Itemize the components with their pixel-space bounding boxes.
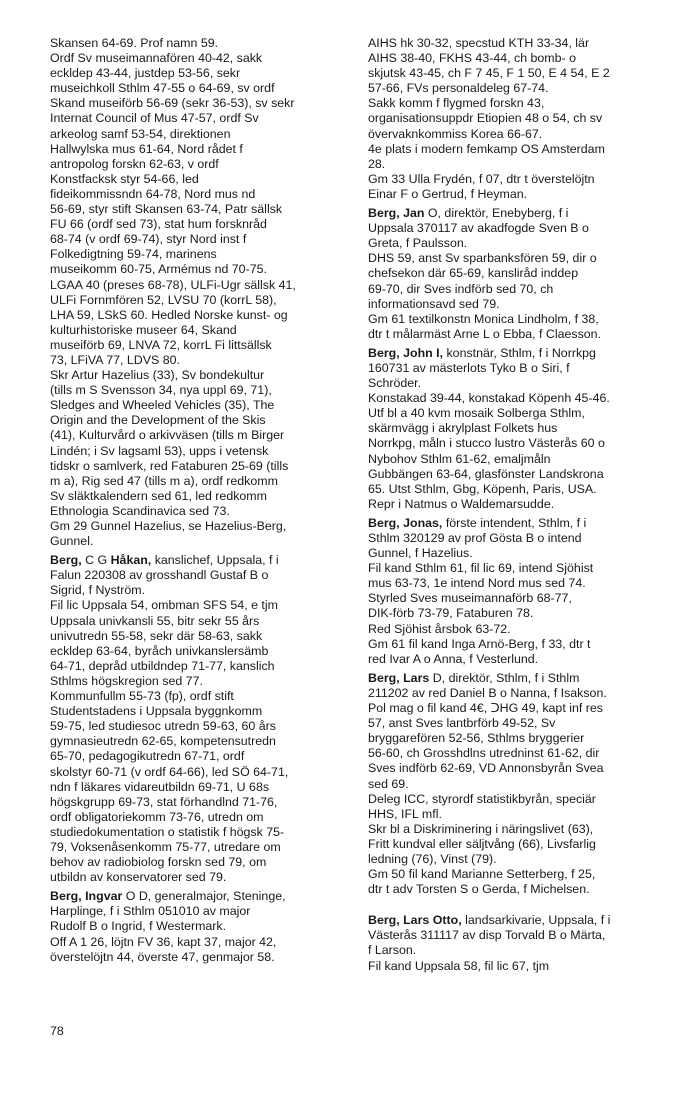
text-line: AIHS 38-40, FKHS 43-44, ch bomb- o — [368, 51, 576, 66]
text-line: Uppsala 370117 av akadfogde Sven B o — [368, 221, 589, 236]
text-line: Sthlms högskregion sed 77. — [50, 673, 203, 688]
text-line: Berg, John I, konstnär, Sthlm, f i Norrkpg — [368, 345, 596, 360]
text-line: Konstakad 39-44, konstakad Köpenh 45-46. — [368, 391, 610, 406]
text-line: Styrled Sves museimannaförb 68-77, — [368, 591, 572, 606]
text-line: red Ivar A o Anna, f Vesterlund. — [368, 651, 539, 666]
text-line: univutredn 55-58, sekr där 58-63, sakk — [50, 628, 263, 643]
text-line: eckldep 43-44, justdep 53-56, sekr — [50, 66, 241, 81]
text-line: Fil kand Uppsala 58, fil lic 67, tjm — [368, 958, 550, 973]
text-line: FU 66 (ordf sed 73), stat hum forsknråd — [50, 217, 267, 232]
text-line: museiförb 69, LNVA 72, korrL Fi littsällsk — [50, 337, 272, 352]
text-line: ledning (76), Vinst (79). — [368, 851, 497, 866]
text-line: gymnasieutredn 62-65, kompetensutredn — [50, 734, 276, 749]
text-line: museichkoll Sthlm 47-55 o 64-69, sv ordf — [50, 81, 275, 96]
text-line: Kommunfullm 55-73 (fp), ordf stift — [50, 689, 234, 704]
text-line: 4e plats i modern femkamp OS Amsterdam — [368, 141, 605, 156]
text-line: Pol mag o fil kand 4€, ᑐHG 49, kapt inf res — [368, 701, 603, 716]
text-line: skärmvägg i akrylplast Folkets hus — [368, 421, 558, 436]
text-line: Fil kand Sthlm 61, fil lic 69, intend Sjöhist — [368, 561, 594, 576]
biography-entry — [368, 516, 668, 667]
text-line: f Larson. — [368, 943, 417, 958]
text-line: LHA 59, LSkS 60. Hedled Norske kunst- og — [50, 307, 288, 322]
biography-entry — [368, 913, 668, 973]
text-line: HHS, IFL mfl. — [368, 806, 442, 821]
text-line: DHS 59, anst Sv sparbanksfören 59, dir o — [368, 251, 597, 266]
text-line: skjutsk 43-45, ch F 7 45, F 1 50, E 4 54, E 2 — [368, 66, 610, 81]
text-line: Gubbängen 63-64, glasfönster Landskrona — [368, 466, 604, 481]
text-line: dtr t adv Torsten S o Gerda, f Michelsen. — [368, 882, 590, 897]
page-number: 78 — [50, 1024, 64, 1038]
text-line: Greta, f Paulsson. — [368, 236, 468, 251]
text-line: Skr bl a Diskriminering i näringslivet (63), — [368, 821, 594, 836]
text-line: museikomm 60-75, Armémus nd 70-75. — [50, 262, 267, 277]
text-line: Ordf Sv museimannafören 40-42, sakk — [50, 51, 263, 66]
text-line: Gm 61 fil kand Inga Arnö-Berg, f 33, dtr t — [368, 636, 591, 651]
text-line: DIK-förb 73-79, Fataburen 78. — [368, 606, 534, 621]
text-line: arkeolog samf 53-54, direktionen — [50, 126, 231, 141]
text-line: Sv släktkalendern sed 61, led redkomm — [50, 488, 267, 503]
text-line: informationsavd sed 79. — [368, 296, 500, 311]
text-line: sed 69. — [368, 776, 409, 791]
text-line: antropolog forskn 62-63, v ordf — [50, 156, 219, 171]
text-line: studiedokumentation o statistik f högsk 75- — [50, 824, 285, 839]
text-line: 73, LFiVA 77, LDVS 80. — [50, 352, 180, 367]
text-line: 56-60, ch Grosshdlns utredninst 61-62, dir — [368, 746, 600, 761]
biography-entry — [50, 553, 356, 885]
text-line: (41), Kulturvård o arkivväsen (tills m Birger — [50, 428, 285, 443]
text-line: chefsekon där 65-69, kanslіråd inddep — [368, 266, 579, 281]
text-line: Sakk komm f flygmed forskn 43, — [368, 96, 545, 111]
text-line: mus 63-73, 1e intend Nord mus sed 74. — [368, 576, 586, 591]
biography-entry — [368, 671, 668, 897]
entry-headword: Berg, John I, — [368, 345, 444, 360]
text-line: Berg, Jan O, direktör, Enebyberg, f i — [368, 206, 569, 221]
text-line: bryggarefören 52-56, Sthlms bryggerier — [368, 731, 585, 746]
biography-entry — [368, 36, 668, 202]
entry-headword: Håkan, — [110, 553, 152, 568]
text-line: Sledges and Wheeled Vehicles (35), The — [50, 398, 275, 413]
text-line: Skansen 64-69. Prof namn 59. — [50, 36, 219, 50]
text-line: Red Sjöhist årsbok 63-72. — [368, 621, 511, 636]
text-line: tidskr o samlverk, red Fataburen 25-69 (tills — [50, 458, 289, 473]
left-column — [50, 36, 356, 965]
text-line: 79, Voksenåsenkomm 75-77, utredare om — [50, 839, 281, 854]
text-line: m a), Rig sed 47 (tills m a), ordf redkomm — [50, 473, 278, 488]
text-line: Studentstadens i Uppsala byggnkomm — [50, 704, 263, 719]
entry-headword: Berg, Ingvar — [50, 889, 123, 904]
text-line: Västerås 311117 av disp Torvald B o Märta, — [368, 928, 606, 943]
entry-headword: Berg, Lars — [368, 670, 430, 685]
text-line: Gm 29 Gunnel Hazelius, se Hazelius-Berg, — [50, 519, 287, 533]
text-line: kulturhistoriske museer 64, Skand — [50, 322, 237, 337]
text-line: skolstyr 60-71 (v ordf 64-66), led SÖ 64-71, — [50, 764, 289, 779]
text-line: Skand museiförb 56-69 (sekr 36-53), sv sekr — [50, 96, 295, 111]
text-line: högskgrupp 69-73, stat förhandlnd 71-76, — [50, 794, 278, 809]
text-line: Deleg ICC, styrordf statistikbyrån, speciär — [368, 791, 596, 806]
text-line: 59-75, led studiesoc utredn 59-63, 60 års — [50, 719, 276, 734]
text-line: Berg, Lars D, direktör, Sthlm, f i Sthlm — [368, 670, 580, 685]
entry-headword: Berg, Jonas, — [368, 515, 443, 530]
right-column — [368, 36, 668, 974]
biography-entry — [368, 346, 668, 512]
biography-entry — [368, 206, 668, 342]
text-line: Berg, Lars Otto, landsarkivarie, Uppsala, f i — [368, 913, 611, 928]
text-line: Gunnel. — [50, 534, 94, 549]
text-line: Gm 50 fil kand Marianne Setterberg, f 25, — [368, 867, 596, 882]
text-line: Origin and the Development of the Skis — [50, 413, 266, 428]
text-line: Berg, Ingvar O D, generalmajor, Steninge, — [50, 889, 286, 904]
text-line: Hallwylska mus 61-64, Nord rådet f — [50, 141, 243, 156]
text-line: Sves indförb 62-69, VD Annonsbyrån Svea — [368, 761, 604, 776]
text-line: 68-74 (v ordf 69-74), styr Nord inst f — [50, 232, 247, 247]
text-line: Lindén; i Sv lagsaml 53), upps i vetensk — [50, 443, 269, 458]
text-line: 65-70, pedagogikutredn 67-71, ordf — [50, 749, 245, 764]
entry-headword: Berg, Jan — [368, 206, 425, 221]
text-line: organisationsuppdr Etiopien 48 o 54, ch sv — [368, 111, 603, 126]
text-line: Nybohov Sthlm 61-62, emaljmåln — [368, 451, 551, 466]
entry-headword: Berg, Lars Otto, — [368, 913, 462, 928]
text-line: ordf obligatoriekomm 73-76, utredn om — [50, 809, 264, 824]
text-line: Einar F o Gertrud, f Heyman. — [368, 186, 528, 201]
text-line: Internat Council of Mus 47-57, ordf Sv — [50, 111, 259, 126]
text-line: LGAA 40 (preses 68-78), ULFi-Ugr sällsk 41, — [50, 277, 296, 292]
text-line: Fritt kundval eller säljtvång (66), Livsfarlig — [368, 836, 596, 851]
text-line: Fil lic Uppsala 54, ombman SFS 54, e tjm — [50, 598, 278, 613]
text-line: överstelöjtn 44, överste 47, genmajor 58. — [50, 949, 275, 964]
text-line: Sthlm 320129 av prof Gösta B o intend — [368, 531, 582, 545]
text-line: 211202 av red Daniel B o Nanna, f Isakson. — [368, 685, 607, 700]
text-line: 57, anst Sves lantbrförb 49-52, Sv — [368, 716, 556, 731]
text-line: 64-71, depråd utbildndep 71-77, kanslich — [50, 658, 275, 673]
text-line: övervaknkommiss Korea 66-67. — [368, 126, 543, 141]
text-line: 28. — [368, 156, 386, 171]
text-line: eckldep 63-64, byråch univkanslersämb — [50, 643, 269, 658]
text-line: utbildn av konservatorer sed 79. — [50, 870, 227, 885]
text-line: AIHS hk 30-32, specstud KTH 33-34, lär — [368, 36, 590, 50]
text-line: Berg, Jonas, förste intendent, Sthlm, f i — [368, 515, 587, 530]
entry-headword: Berg, — [50, 553, 82, 568]
text-line: Folkedigtning 59-74, marinens — [50, 247, 217, 262]
text-line: behov av radiobiolog forskn sed 79, om — [50, 855, 267, 870]
text-line: 57-66, FVs personaldeleg 67-74. — [368, 81, 549, 96]
text-line: Gm 61 textilkonstn Monica Lindholm, f 38, — [368, 311, 599, 326]
text-line: 160731 av mästerlots Tyko B o Siri, f — [368, 360, 570, 375]
text-line: Schröder. — [368, 376, 422, 391]
text-line: Skr Artur Hazelius (33), Sv bondekultur — [50, 368, 265, 383]
text-line: Repr i Natmus o Waldemarsudde. — [368, 496, 555, 511]
text-line: Utf bl a 40 kvm mosaik Solberga Sthlm, — [368, 406, 585, 421]
text-line: (tills m S Svensson 34, nya uppl 69, 71), — [50, 383, 272, 398]
text-line: dtr t målarmäst Arne L o Ebba, f Claesson. — [368, 326, 602, 341]
text-line: 69-70, dir Sves indförb sed 70, ch — [368, 281, 554, 296]
text-line: Norrkpg, måln i stucco lustro Västerås 60 o — [368, 436, 605, 451]
text-line: Konstfacksk styr 54-66, led — [50, 171, 199, 186]
biography-entry — [50, 36, 356, 549]
text-line: Gunnel, f Hazelius. — [368, 546, 473, 561]
text-line: Rudolf B o Ingrid, f Westermark. — [50, 919, 227, 934]
text-line: Uppsala univkansli 55, bitr sekr 55 års — [50, 613, 260, 628]
text-line: ULFi Fornmfören 52, LVSU 70 (korrL 58), — [50, 292, 277, 307]
text-line: 56-69, styr stift Skansen 63-74, Patr sällsk — [50, 202, 283, 217]
text-line: Berg, C G Håkan, kanslichef, Uppsala, f i — [50, 553, 279, 568]
text-line: Sigrid, f Nyström. — [50, 583, 146, 598]
text-line: Harplinge, f i Sthlm 051010 av major — [50, 904, 251, 919]
text-line: Falun 220308 av grosshandl Gustaf B o — [50, 568, 269, 583]
text-line: fideikommissndn 64-78, Nord mus nd — [50, 186, 256, 201]
text-line: Off A 1 26, löjtn FV 36, kapt 37, major 42, — [50, 934, 277, 949]
text-line: Ethnologia Scandinavica sed 73. — [50, 503, 230, 518]
biography-entry — [50, 889, 356, 964]
text-line: 65. Utst Sthlm, Gbg, Köpenh, Paris, USA. — [368, 481, 597, 496]
text-line: Gm 33 Ulla Frydén, f 07, dtr t överstelöjtn — [368, 171, 595, 186]
text-line: ndn f läkares vidareutbildn 69-71, U 68s — [50, 779, 270, 794]
